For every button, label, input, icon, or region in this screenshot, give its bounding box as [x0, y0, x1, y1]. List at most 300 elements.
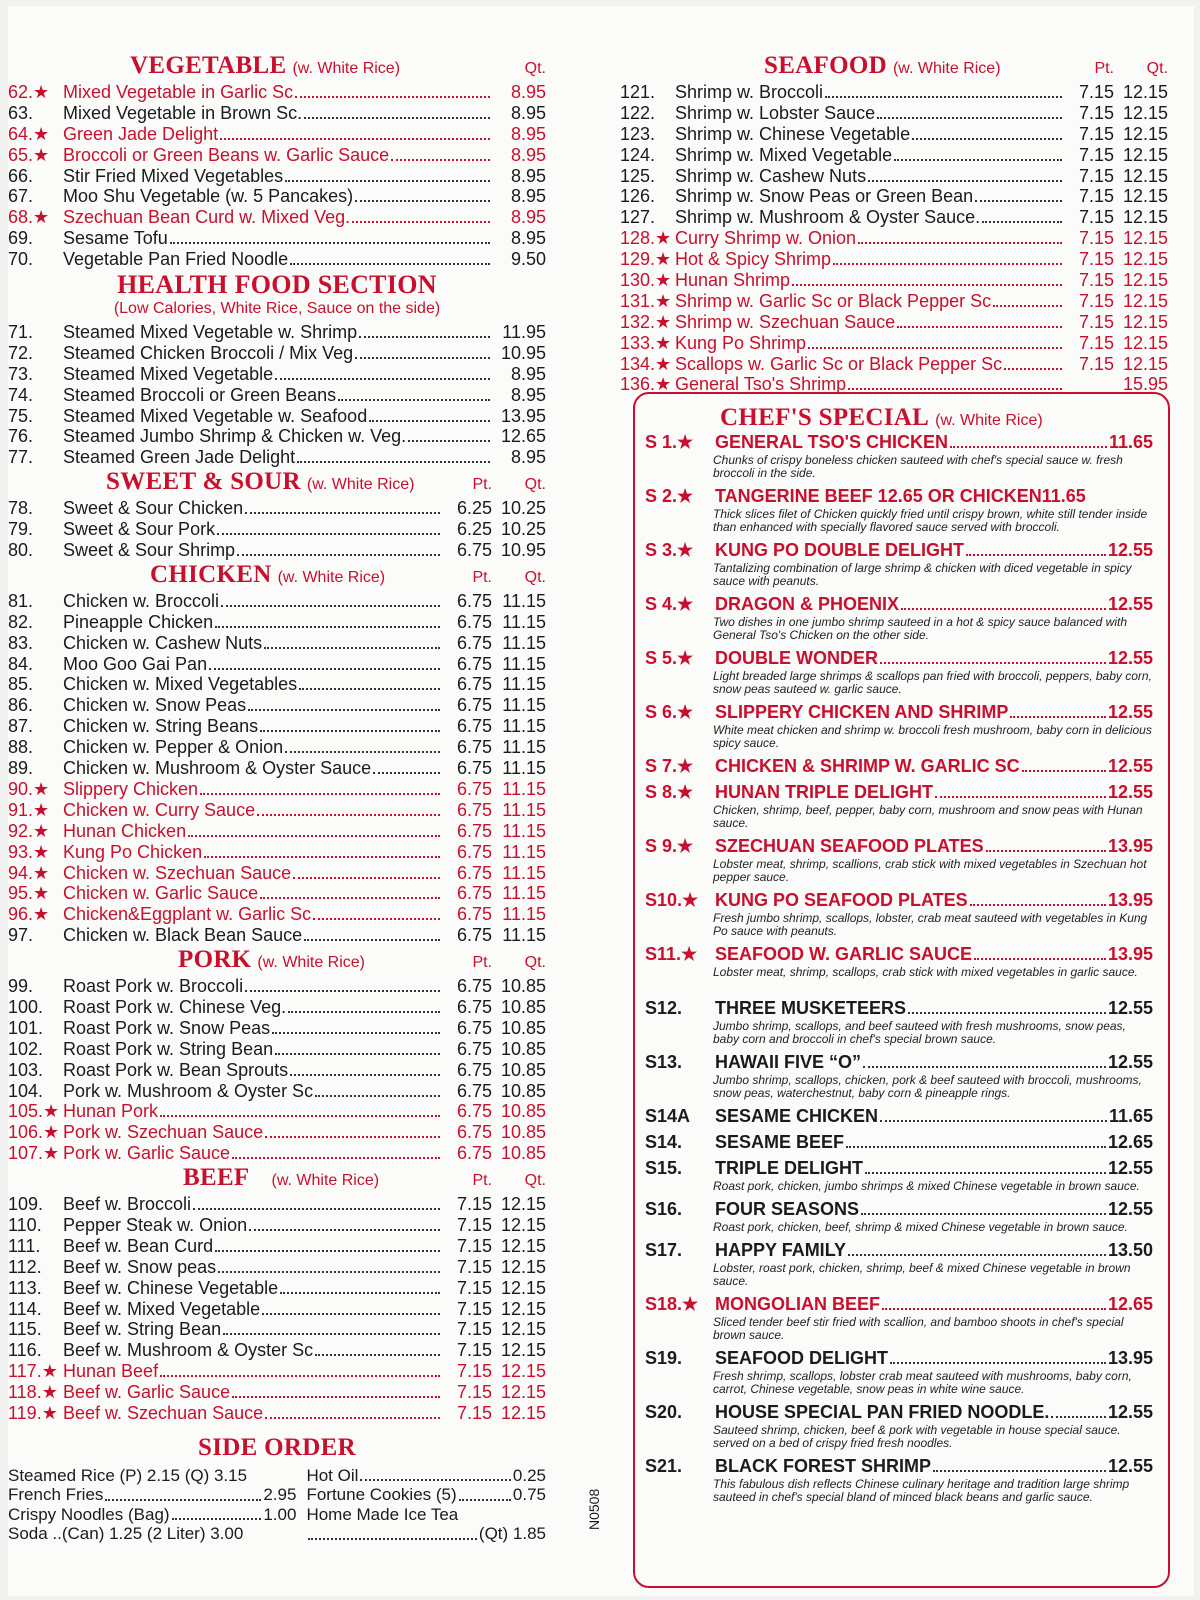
- item-name: Chicken w. Snow Peas: [63, 695, 247, 716]
- item-name: Roast Pork w. Bean Sprouts: [63, 1059, 289, 1080]
- menu-item: [8, 364, 546, 385]
- menu-item: [8, 145, 546, 166]
- pork-header: [8, 946, 546, 976]
- quart-price: 12.15: [500, 1298, 546, 1319]
- item-name: Mixed Vegetable in Garlic Sc: [63, 82, 294, 102]
- chef-item-line: [645, 486, 1153, 508]
- item-number: 66.: [8, 165, 34, 186]
- item-name: DRAGON & PHOENIX: [715, 594, 900, 614]
- dot-leader: [308, 1524, 476, 1540]
- pint-price: 7.15: [1078, 290, 1114, 311]
- side-item-right: [306, 1466, 546, 1486]
- pint-price: 7.15: [456, 1361, 492, 1382]
- quart-price: 12.15: [500, 1214, 546, 1235]
- section-note: (w. White Rice): [292, 60, 401, 77]
- dot-leader: [265, 1136, 440, 1138]
- dot-leader: [260, 897, 440, 899]
- item-code: S13.: [645, 1052, 683, 1072]
- quart-price: 11.15: [502, 653, 546, 674]
- item-number: 103.: [8, 1059, 44, 1080]
- item-name: Shrimp w. Szechuan Sauce: [675, 311, 896, 332]
- health-list: [8, 322, 546, 468]
- pt-header: Pt.: [472, 476, 492, 494]
- item-number: 63.: [8, 102, 34, 123]
- item-name: Sesame Tofu: [63, 228, 168, 249]
- chef-item-line: [645, 432, 1153, 454]
- item-code: S11.★: [645, 944, 698, 964]
- item-price: 11.65: [1108, 432, 1153, 452]
- dot-leader: [215, 626, 440, 628]
- dot-leader: [249, 1229, 440, 1231]
- dot-leader: [170, 242, 490, 244]
- item-number: 118.★: [8, 1382, 58, 1403]
- item-name: Mixed Vegetable in Brown Sc.: [63, 102, 303, 123]
- item-number: 97.: [8, 925, 34, 946]
- chef-special-item: [645, 594, 1153, 642]
- menu-item: [8, 758, 546, 779]
- item-price: 12.55: [1107, 1199, 1153, 1219]
- dot-leader: [313, 918, 440, 920]
- item-number: 134.★: [620, 353, 672, 374]
- chef-item-line: [645, 1294, 1153, 1316]
- item-code: S18.★: [645, 1294, 699, 1314]
- item-name: Stir Fried Mixed Vegetables: [63, 165, 284, 186]
- item-name: Chicken w. Szechuan Sauce: [63, 862, 292, 883]
- item-price: 11.65: [1041, 486, 1086, 506]
- item-number: 79.: [8, 519, 34, 540]
- pint-price: 6.75: [456, 883, 492, 904]
- menu-item: [8, 447, 546, 468]
- left-column: [8, 52, 546, 1544]
- item-price: 12.65: [1107, 1294, 1153, 1314]
- menu-item: [8, 779, 546, 800]
- item-name: Chicken w. Black Bean Sauce: [63, 925, 303, 946]
- item-number: 91.★: [8, 799, 50, 820]
- menu-item: [8, 207, 546, 228]
- dot-leader: [865, 1172, 1106, 1174]
- menu-item: [8, 1382, 546, 1403]
- menu-item: [8, 124, 546, 145]
- pint-price: 6.75: [456, 1059, 492, 1080]
- chef-item-line: [645, 1052, 1153, 1074]
- quart-price: 10.85: [500, 1080, 546, 1101]
- pint-price: 6.75: [456, 778, 492, 799]
- pint-price: 7.15: [456, 1319, 492, 1340]
- item-number: 76.: [8, 426, 34, 447]
- item-name: General Tso's Shrimp: [675, 374, 847, 395]
- item-number: 125.: [620, 165, 656, 186]
- chef-special-item: [645, 1402, 1153, 1450]
- item-price: 12.55: [1107, 998, 1153, 1018]
- chef-special-item: [645, 702, 1153, 750]
- item-description: Lobster, roast pork, chicken, shrimp, beef & mixed Chinese vegetable in brown sauce.: [713, 1261, 1131, 1288]
- menu-item: [8, 737, 546, 758]
- item-code: S10.★: [645, 890, 699, 910]
- item-number: 107.★: [8, 1143, 60, 1164]
- side-item-name: Home Made Ice Tea: [306, 1504, 459, 1524]
- quart-price: 11.15: [502, 862, 546, 883]
- item-description: Two dishes in one jumbo shrimp sauteed in a hot & spicy sauce balanced with General Tso's Chicken on the other side.: [713, 615, 1128, 642]
- quart-price: 12.15: [1122, 82, 1168, 102]
- item-name: CHICKEN & SHRIMP W. GARLIC SC: [715, 756, 1020, 776]
- item-price: 12.55: [1107, 594, 1153, 614]
- side-item-price: (Qt) 1.85: [478, 1524, 546, 1544]
- item-number: 95.★: [8, 883, 50, 904]
- item-number: 111.: [8, 1235, 41, 1256]
- dot-leader: [160, 1115, 440, 1117]
- quart-price: 12.15: [1122, 270, 1168, 291]
- item-price: 12.55: [1107, 782, 1153, 802]
- item-name: Chicken w. Mixed Vegetables: [63, 674, 298, 695]
- chef-special-item: [645, 648, 1153, 696]
- item-name: Hunan Pork: [63, 1101, 159, 1122]
- item-code: S 6.★: [645, 702, 694, 722]
- item-description: Chicken, shrimp, beef, pepper, baby corn, mushroom and snow peas with Hunan sauce.: [713, 803, 1143, 830]
- item-number: 131.★: [620, 290, 672, 311]
- dot-leader: [299, 688, 440, 690]
- item-description: Roast pork, chicken, beef, shrimp & mixed Chinese vegetable in brown sauce.: [713, 1220, 1128, 1234]
- item-name: Chicken w. Garlic Sauce: [63, 883, 259, 904]
- item-description: Sliced tender beef stir fried with scallion, and bamboo shoots in chef's special brown sauce.: [713, 1315, 1124, 1342]
- item-number: 114.: [8, 1298, 42, 1319]
- dot-leader: [792, 284, 1062, 286]
- menu-item: [8, 1081, 546, 1102]
- item-number: 86.: [8, 695, 34, 716]
- dot-leader: [248, 709, 440, 711]
- dot-leader: [950, 446, 1107, 448]
- section-title: SEAFOOD: [764, 52, 887, 79]
- pint-price: 6.75: [456, 1017, 492, 1038]
- quart-price: 12.15: [1122, 228, 1168, 249]
- dot-leader: [290, 1074, 440, 1076]
- quart-price: 8.95: [510, 363, 546, 384]
- quart-price: 11.15: [502, 695, 546, 716]
- item-number: 100.: [8, 996, 44, 1017]
- menu-code: N0508: [586, 1488, 602, 1530]
- dot-leader: [200, 793, 440, 795]
- chef-special-item: [645, 1132, 1153, 1154]
- menu-item: [8, 1143, 546, 1164]
- item-description: Jumbo shrimp, scallops, and beef sauteed with fresh mushrooms, snow peas, baby corn and broccoli in chef's special brown sauce.: [713, 1019, 1126, 1046]
- quart-price: 8.95: [510, 123, 546, 144]
- dot-leader: [355, 357, 490, 359]
- item-name: TANGERINE BEEF 12.65 OR CHICKEN: [715, 486, 1042, 506]
- item-name: Roast Pork w. String Bean: [63, 1038, 274, 1059]
- section-note: (w. White Rice): [277, 568, 386, 586]
- menu-item: [620, 228, 1168, 249]
- item-name: SLIPPERY CHICKEN AND SHRIMP: [715, 702, 1009, 722]
- side-item-price: 1.00: [263, 1504, 297, 1524]
- menu-item: [8, 925, 546, 946]
- item-number: 128.★: [620, 228, 672, 249]
- item-description: Thick slices filet of Chicken quickly fried until crispy brown, white still tender inside than enhanced with specially flavored sauce served with broccoli.: [713, 507, 1148, 534]
- quart-price: 11.15: [502, 674, 546, 695]
- quart-price: 12.15: [1122, 311, 1168, 332]
- dot-leader: [808, 347, 1062, 349]
- quart-price: 11.15: [502, 632, 546, 653]
- section-title: SWEET & SOUR: [106, 468, 301, 496]
- item-number: 105.★: [8, 1101, 60, 1122]
- dot-leader: [935, 796, 1106, 798]
- item-name: Beef w. Garlic Sauce: [63, 1382, 231, 1403]
- chef-item-line: [645, 1240, 1153, 1262]
- menu-item: [8, 633, 546, 654]
- menu-item: [8, 385, 546, 406]
- quart-price: 10.85: [500, 1038, 546, 1059]
- side-item-price: 0.25: [512, 1465, 546, 1485]
- pt-header: Pt.: [472, 568, 492, 586]
- item-name: Chicken w. Cashew Nuts: [63, 632, 263, 653]
- dot-leader: [974, 958, 1106, 960]
- item-name: HUNAN TRIPLE DELIGHT: [715, 782, 933, 802]
- item-name: Hunan Shrimp: [675, 270, 791, 291]
- pint-price: 6.75: [456, 1101, 492, 1122]
- chef-special-item: [645, 486, 1153, 534]
- item-name: Chicken w. Pepper & Onion: [63, 737, 284, 758]
- pint-price: 6.25: [456, 498, 492, 519]
- item-price: 12.55: [1107, 1456, 1153, 1476]
- item-price: 13.95: [1107, 890, 1153, 910]
- menu-item: [620, 312, 1168, 333]
- pint-price: 7.15: [456, 1402, 492, 1423]
- item-price: 12.55: [1107, 756, 1153, 776]
- quart-price: 12.15: [500, 1235, 546, 1256]
- side-item-name: Steamed Rice (P) 2.15 (Q) 3.15: [8, 1465, 248, 1485]
- quart-price: 10.95: [500, 540, 546, 561]
- item-number: 82.: [8, 611, 34, 632]
- quart-price: 15.95: [1122, 374, 1168, 395]
- pint-price: 7.15: [1078, 249, 1114, 270]
- item-name: Broccoli or Green Beans w. Garlic Sauce: [63, 144, 390, 165]
- quart-price: 8.95: [510, 165, 546, 186]
- dot-leader: [218, 1271, 440, 1273]
- chef-item-line: [645, 836, 1153, 858]
- item-name: Slippery Chicken: [63, 778, 199, 799]
- dot-leader: [982, 221, 1062, 223]
- item-number: 124.: [620, 144, 656, 165]
- dot-leader: [315, 1354, 440, 1356]
- dot-leader: [304, 939, 440, 941]
- section-note: (w. White Rice): [306, 476, 415, 494]
- item-name: Chicken&Eggplant w. Garlic Sc: [63, 904, 312, 925]
- menu-item: [8, 1122, 546, 1143]
- item-name: Moo Shu Vegetable (w. 5 Pancakes): [63, 186, 354, 207]
- item-name: SESAME BEEF: [715, 1132, 845, 1152]
- dot-leader: [970, 904, 1106, 906]
- pint-price: 7.15: [1078, 207, 1114, 228]
- dot-leader: [232, 1396, 440, 1398]
- quart-price: 10.85: [500, 976, 546, 997]
- quart-price: 9.50: [510, 249, 546, 270]
- dot-leader: [901, 608, 1106, 610]
- item-name: Pepper Steak w. Onion: [63, 1214, 248, 1235]
- chef-special-item: [645, 836, 1153, 884]
- menu-item: [8, 904, 546, 925]
- menu-item: [8, 82, 546, 103]
- item-name: Roast Pork w. Chinese Veg.: [63, 996, 287, 1017]
- item-name: FOUR SEASONS: [715, 1199, 860, 1219]
- item-number: 81.: [8, 590, 34, 611]
- item-number: 96.★: [8, 904, 50, 925]
- pint-price: 7.15: [456, 1194, 492, 1215]
- dot-leader: [861, 1213, 1106, 1215]
- dot-leader: [237, 554, 440, 556]
- side-item-left: [8, 1466, 296, 1486]
- quart-price: 12.15: [500, 1256, 546, 1277]
- item-name: Chicken w. Curry Sauce: [63, 799, 256, 820]
- pint-price: 7.15: [1078, 332, 1114, 353]
- dot-leader: [215, 1250, 440, 1252]
- item-number: 110.: [8, 1214, 42, 1235]
- dot-leader: [897, 326, 1062, 328]
- item-name: Vegetable Pan Fried Noodle: [63, 249, 289, 270]
- dot-leader: [220, 138, 490, 140]
- pint-price: 6.25: [456, 519, 492, 540]
- item-price: 12.55: [1107, 1158, 1153, 1178]
- side-order-row: [8, 1485, 546, 1505]
- dot-leader: [863, 1066, 1106, 1068]
- item-number: 67.: [8, 186, 34, 207]
- dot-leader: [880, 662, 1106, 664]
- dot-leader: [272, 1032, 440, 1034]
- side-item-right: [306, 1505, 546, 1525]
- item-number: 133.★: [620, 332, 672, 353]
- qt-header: Qt.: [524, 60, 546, 77]
- chef-special-item: [645, 944, 1153, 979]
- menu-item: [8, 1018, 546, 1039]
- item-code: S 8.★: [645, 782, 694, 802]
- chef-item-line: [645, 1158, 1153, 1180]
- item-number: 69.: [8, 228, 34, 249]
- pint-price: 7.15: [1078, 186, 1114, 207]
- chef-item-line: [645, 944, 1153, 966]
- pint-price: 6.75: [456, 737, 492, 758]
- dot-leader: [858, 242, 1062, 244]
- beef-header: [8, 1164, 546, 1194]
- quart-price: 12.15: [500, 1361, 546, 1382]
- section-note: (w. White Rice): [271, 1172, 380, 1190]
- menu-item: [8, 997, 546, 1018]
- item-code: S16.: [645, 1199, 683, 1219]
- item-number: 136.★: [620, 374, 672, 395]
- quart-price: 10.25: [500, 498, 546, 519]
- item-price: 13.50: [1107, 1240, 1153, 1260]
- item-number: 70.: [8, 249, 34, 270]
- pint-price: 6.75: [456, 632, 492, 653]
- menu-item: [8, 426, 546, 447]
- item-name: Shrimp w. Lobster Sauce: [675, 102, 876, 123]
- side-item-name: Crispy Noodles (Bag): [8, 1504, 170, 1524]
- item-number: 62.★: [8, 82, 50, 102]
- item-name: Shrimp w. Snow Peas or Green Bean: [675, 186, 974, 207]
- chef-item-line: [645, 648, 1153, 670]
- quart-price: 11.15: [502, 820, 546, 841]
- menu-item: [8, 1319, 546, 1340]
- pork-list: [8, 976, 546, 1164]
- pint-price: 7.15: [1078, 353, 1114, 374]
- pt-header: Pt.: [1094, 60, 1114, 77]
- menu-item: [8, 654, 546, 675]
- chef-item-line: [645, 998, 1153, 1020]
- vegetable-header: [8, 52, 546, 82]
- item-number: 64.★: [8, 123, 50, 144]
- item-number: 121.: [620, 82, 656, 102]
- qt-header: Qt.: [524, 476, 546, 494]
- dot-leader: [338, 399, 490, 401]
- item-name: Chicken w. String Beans: [63, 716, 259, 737]
- menu-item: [8, 1299, 546, 1320]
- item-name: SZECHUAN SEAFOOD PLATES: [715, 836, 984, 856]
- item-name: Beef w. Bean Curd: [63, 1235, 214, 1256]
- item-name: Steamed Mixed Vegetable w. Seafood: [63, 405, 368, 426]
- item-number: 115.: [8, 1319, 42, 1340]
- dot-leader: [890, 1362, 1106, 1364]
- section-title: CHICKEN: [150, 560, 272, 588]
- item-name: DOUBLE WONDER: [715, 648, 878, 668]
- menu-item: [8, 821, 546, 842]
- item-number: 112.: [8, 1256, 42, 1277]
- dot-leader: [908, 1012, 1106, 1014]
- seafood-list: [620, 82, 1168, 395]
- pint-price: 6.75: [456, 695, 492, 716]
- item-name: Beef w. Broccoli: [63, 1194, 192, 1215]
- quart-price: 8.95: [510, 186, 546, 207]
- chef-special-item: [645, 1348, 1153, 1396]
- quart-price: 10.85: [500, 1101, 546, 1122]
- menu-item: [620, 103, 1168, 124]
- chef-special-item: [645, 432, 1153, 480]
- menu-item: [8, 1340, 546, 1361]
- dot-leader: [217, 533, 440, 535]
- item-number: 88.: [8, 737, 34, 758]
- side-order-list: [8, 1466, 546, 1544]
- pint-price: 6.75: [456, 1038, 492, 1059]
- section-title: VEGETABLE: [130, 52, 287, 79]
- side-item-name: Fortune Cookies (5): [306, 1485, 457, 1505]
- item-name: MONGOLIAN BEEF: [715, 1294, 880, 1314]
- pint-price: 6.75: [456, 799, 492, 820]
- item-name: Hot & Spicy Shrimp: [675, 249, 832, 270]
- dot-leader: [912, 138, 1062, 140]
- item-name: Pork w. Garlic Sauce: [63, 1143, 231, 1164]
- section-title: BEEF: [183, 1164, 250, 1192]
- dot-leader: [1022, 770, 1106, 772]
- quart-price: 8.95: [510, 228, 546, 249]
- chef-header: [720, 404, 1043, 432]
- side-item-right: [306, 1524, 546, 1544]
- chef-special-item: [645, 1158, 1153, 1193]
- menu-item: [620, 207, 1168, 228]
- item-name: Beef w. String Bean: [63, 1319, 222, 1340]
- side-item-name: French Fries: [8, 1485, 104, 1505]
- chef-item-line: [645, 702, 1153, 724]
- health-note: (Low Calories, White Rice, Sauce on the side): [113, 300, 441, 318]
- quart-price: 8.95: [510, 144, 546, 165]
- item-name: Steamed Chicken Broccoli / Mix Veg: [63, 342, 354, 363]
- quart-price: 11.15: [502, 716, 546, 737]
- dot-leader: [257, 814, 440, 816]
- dot-leader: [297, 461, 490, 463]
- menu-item: [620, 333, 1168, 354]
- menu-item: [8, 1039, 546, 1060]
- item-number: 78.: [8, 498, 34, 519]
- dot-leader: [223, 1333, 440, 1335]
- item-number: 113.: [8, 1277, 42, 1298]
- quart-price: 8.95: [510, 447, 546, 468]
- item-price: 12.55: [1107, 702, 1153, 722]
- dot-leader: [293, 877, 440, 879]
- qt-header: Qt.: [524, 954, 546, 972]
